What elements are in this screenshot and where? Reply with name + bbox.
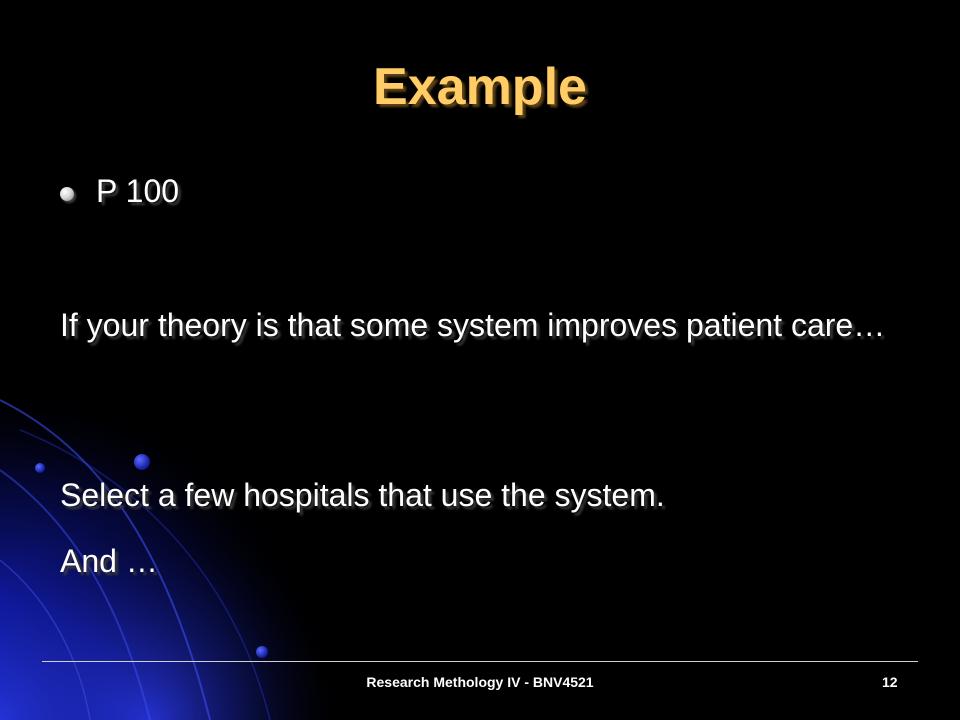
slide-title: Example [373,58,587,116]
footer-course: Research Methology IV - BNV4521 [366,674,594,690]
paragraph-and: And … [60,543,158,579]
footer-divider [42,661,918,662]
paragraph-select: Select a few hospitals that use the system. [60,477,665,513]
bullet-text: P 100 [96,173,180,209]
bullet-dot-icon [60,187,74,201]
bullet-item [60,172,179,210]
page-number: 12 [882,674,898,690]
paragraph-theory: If your theory is that some system improves patient care… [60,307,886,343]
